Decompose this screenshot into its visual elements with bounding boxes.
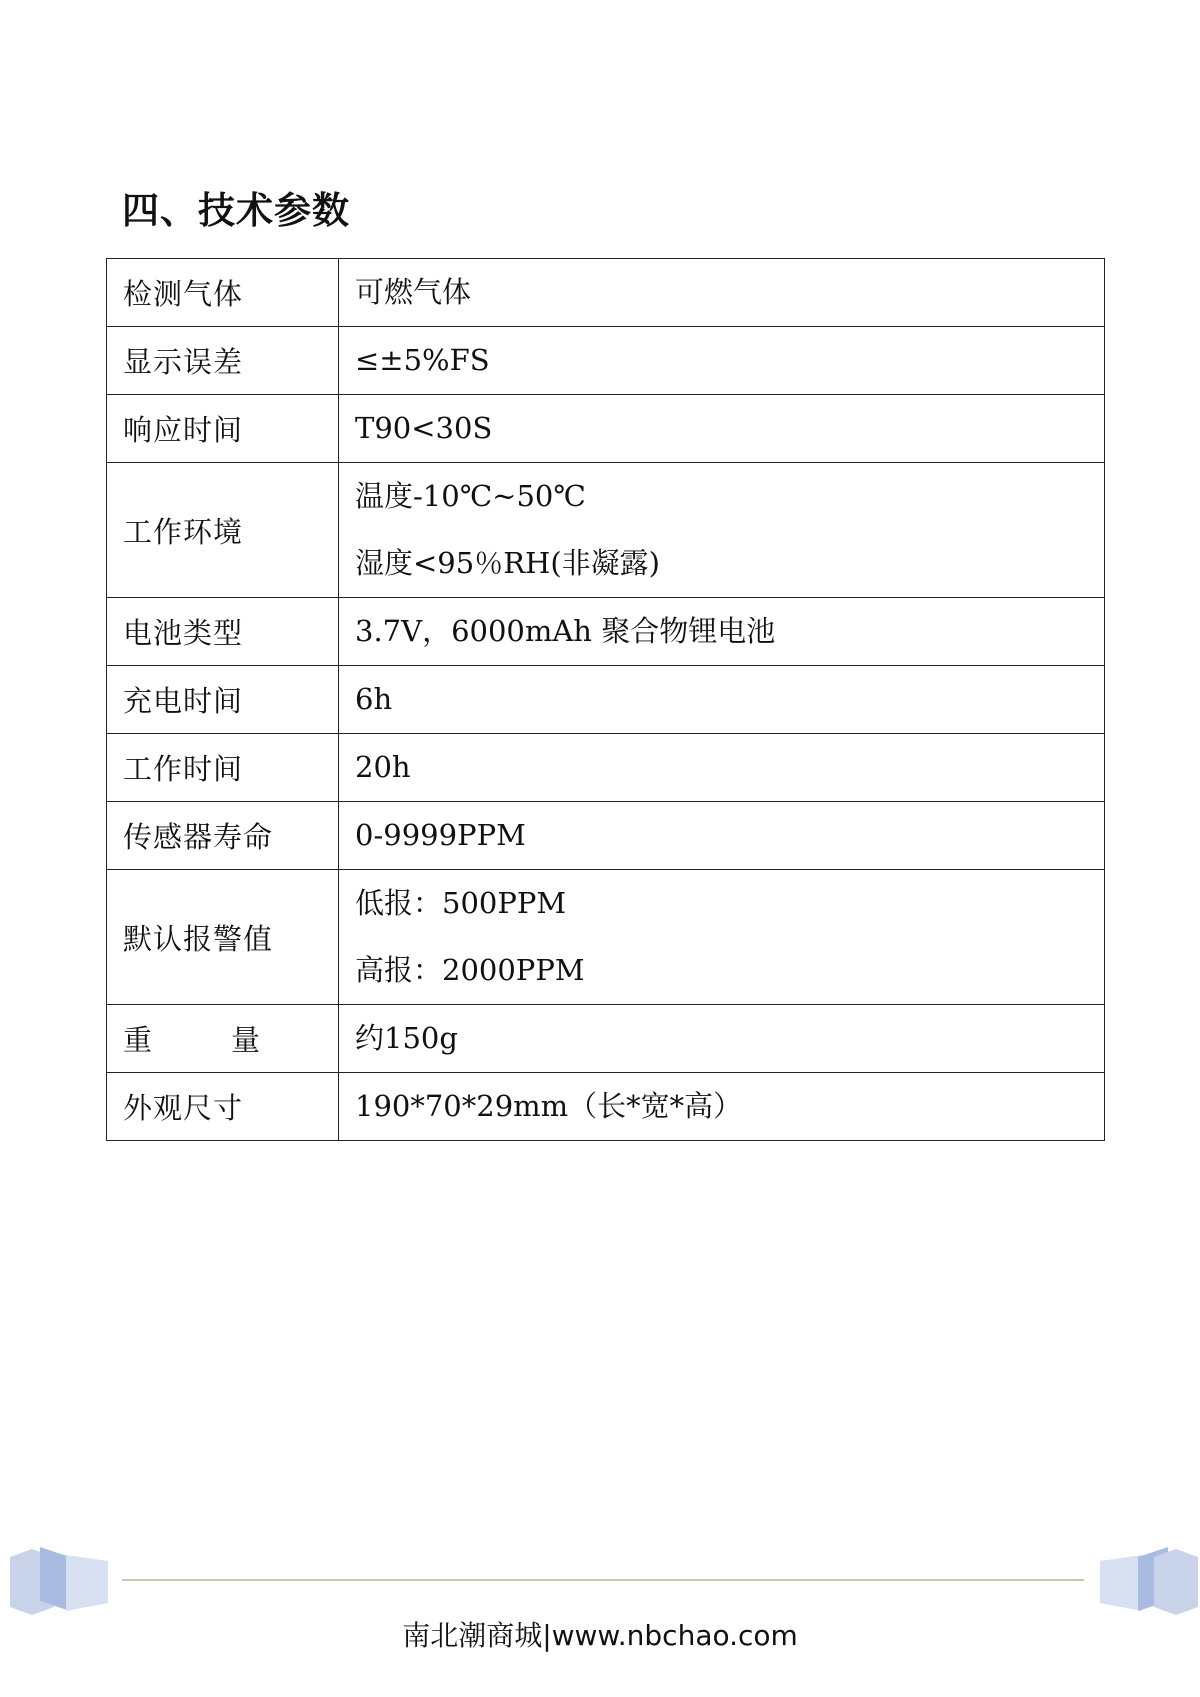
table-row (107, 598, 1105, 666)
spec-value (339, 598, 1105, 666)
table-row (107, 734, 1105, 802)
spec-value-line: 20h (355, 750, 411, 784)
table-row (107, 327, 1105, 395)
spec-value (339, 463, 1105, 598)
spec-value-line: 高报：2000PPM (355, 953, 585, 987)
spec-value (339, 259, 1105, 327)
spec-value (339, 1073, 1105, 1141)
spec-value-line: 6h (355, 682, 393, 716)
spec-label: 传感器寿命 (107, 802, 339, 870)
spec-label: 检测气体 (107, 259, 339, 327)
spec-label-text: 重 量 (123, 1023, 261, 1057)
footer-ribbon-right (1098, 1545, 1198, 1615)
spec-value-line: 约150g (355, 1021, 458, 1055)
table-row (107, 259, 1105, 327)
spec-label: 电池类型 (107, 598, 339, 666)
spec-table (106, 258, 1105, 1141)
spec-value (339, 1005, 1105, 1073)
spec-label: 工作时间 (107, 734, 339, 802)
spec-label: 默认报警值 (107, 870, 339, 1005)
spec-value (339, 395, 1105, 463)
spec-value-line: 190*70*29mm（长*宽*高） (355, 1089, 743, 1123)
spec-value-line: 0-9999PPM (355, 818, 526, 852)
spec-value (339, 870, 1105, 1005)
spec-value-line: 3.7V，6000mAh 聚合物锂电池 (355, 614, 776, 648)
spec-label (107, 1005, 339, 1073)
table-row (107, 802, 1105, 870)
table-row (107, 463, 1105, 598)
spec-value-line: 低报：500PPM (355, 886, 567, 920)
footer-site-text: 南北潮商城|www.nbchao.com (402, 1619, 798, 1652)
spec-label: 充电时间 (107, 666, 339, 734)
spec-value-line: T90<30S (355, 411, 493, 445)
table-row (107, 1073, 1105, 1141)
spec-value-line: 湿度<95％RH(非凝露) (355, 546, 660, 580)
table-row (107, 395, 1105, 463)
footer-divider (122, 1579, 1084, 1581)
spec-value-line: 温度-10℃~50℃ (355, 479, 586, 513)
footer-ribbon-left (10, 1545, 110, 1615)
spec-label: 显示误差 (107, 327, 339, 395)
spec-value (339, 802, 1105, 870)
spec-value (339, 327, 1105, 395)
page-title: 四、技术参数 (122, 189, 350, 232)
table-row (107, 1005, 1105, 1073)
spec-label: 外观尺寸 (107, 1073, 339, 1141)
table-row (107, 870, 1105, 1005)
spec-value-line: 可燃气体 (355, 275, 472, 309)
spec-label: 工作环境 (107, 463, 339, 598)
spec-value (339, 666, 1105, 734)
table-row (107, 666, 1105, 734)
spec-value-line: ≤±5%FS (355, 343, 490, 377)
spec-value (339, 734, 1105, 802)
spec-label: 响应时间 (107, 395, 339, 463)
